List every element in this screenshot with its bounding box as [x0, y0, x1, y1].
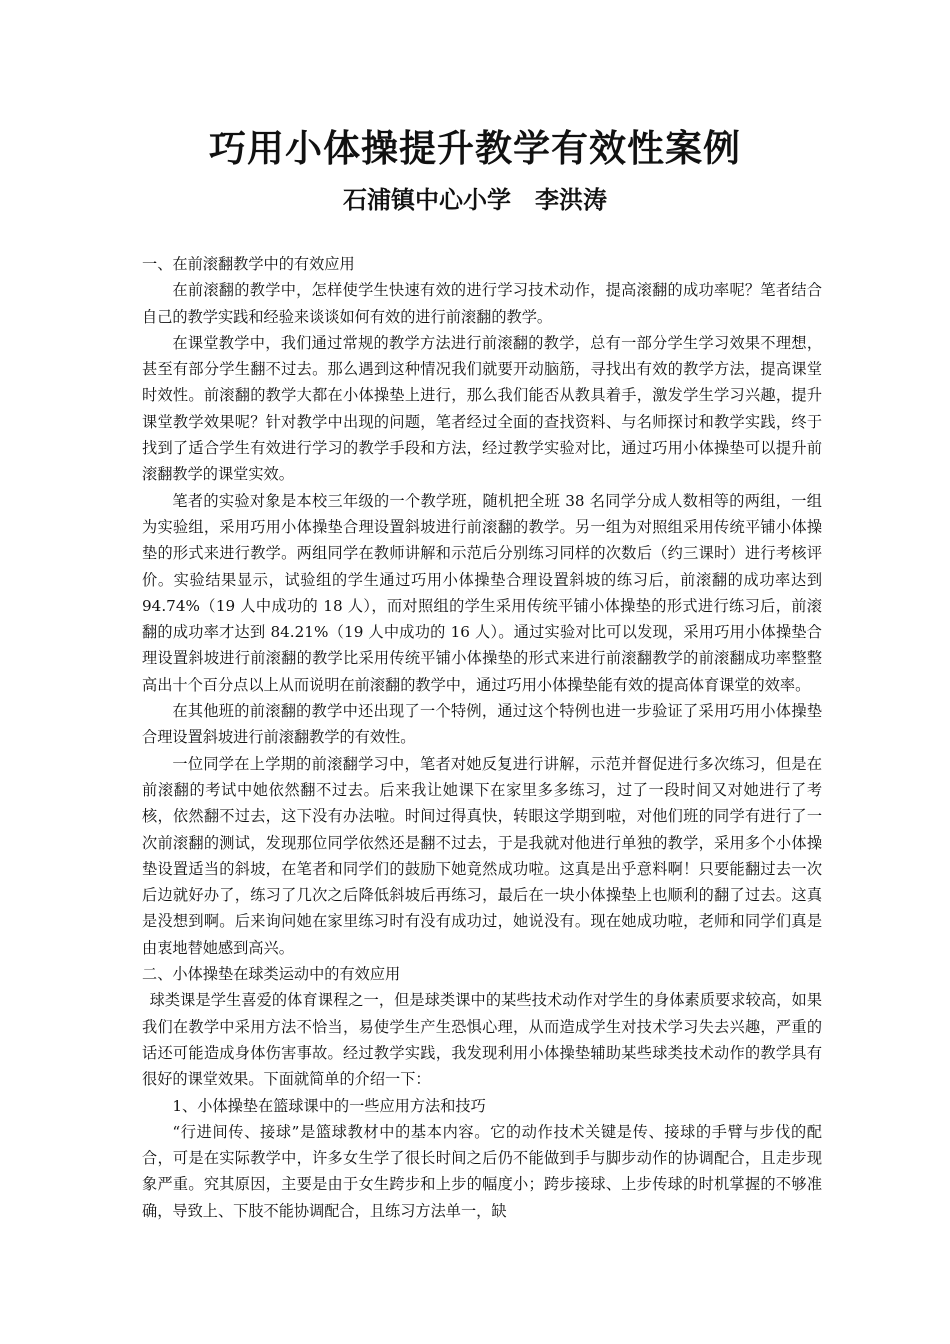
paragraph-1: 在前滚翻的教学中，怎样使学生快速有效的进行学习技术动作，提高滚翻的成功率呢？笔者结合自己的教学实践和经验来谈谈如何有效的进行前滚翻的教学。 [142, 281, 822, 326]
paragraph-7: “行进间传、接球”是篮球教材中的基本内容。它的动作技术关键是传、接球的手臂与步伐的配合，可是在实际教学中，许多女生学了很长时间之后仍不能做到手与脚步动作的协调配合，且走步现象严重。究其原因，主要是由于女生跨步和上步的幅度小；跨步接球、上步传球的时机掌握的不够准确，导致上、下肢不能协调配合，且练习方法单一，缺 [142, 1122, 822, 1220]
section-heading-2: 二、小体操垫在球类运动中的有效应用 [142, 965, 401, 984]
document-body [142, 251, 822, 1224]
paragraph-6: 球类课是学生喜爱的体育课程之一，但是球类课中的某些技术动作对学生的身体素质要求较高，如果我们在教学中采用方法不恰当，易使学生产生恐惧心理，从而造成学生对技术学习失去兴趣，严重的话还可能造成身体伤害事故。经过教学实践，我发现利用小体操垫辅助某些球类技术动作的教学具有很好的课堂效果。下面就简单的介绍一下： [142, 991, 822, 1089]
paragraph-4: 在其他班的前滚翻的教学中还出现了一个特例，通过这个特例也进一步验证了采用巧用小体操垫合理设置斜坡进行前滚翻教学的有效性。 [142, 702, 822, 747]
author-line: 石浦镇中心小学 李洪涛 [343, 185, 607, 214]
paragraph-3: 笔者的实验对象是本校三年级的一个教学班，随机把全班 38 名同学分成人数相等的两组，一组为实验组，采用巧用小体操垫合理设置斜坡进行前滚翻的教学。另一组为对照组采用传统平铺小体操垫的形式来进行教学。两组同学在教师讲解和示范后分别练习同样的次数后（约三课时）进行考核评价。实验结果显示，试验组的学生通过巧用小体操垫合理设置斜坡的练习后，前滚翻的成功率达到 94.74%（19 人中成功的 18 人），而对照组的学生采用传统平铺小体操垫的形式进行练习后，前滚翻的成功率才达到 84.21%（19 人中成功的 16 人）。通过实验对比可以发现，采用巧用小体操垫合理设置斜坡进行前滚翻的教学比采用传统平铺小体操垫的形式来进行前滚翻教学的前滚翻成功率整整高出十个百分点以上从而说明在前滚翻的教学中，通过巧用小体操垫能有效的提高体育课堂的效率。 [142, 491, 822, 694]
section-heading-1: 一、在前滚翻教学中的有效应用 [142, 255, 355, 273]
document-title: 巧用小体操提升教学有效性案例 [209, 127, 741, 170]
subsection-heading-1: 1、小体操垫在篮球课中的一些应用方法和技巧 [172, 1096, 486, 1115]
paragraph-5: 一位同学在上学期的前滚翻学习中，笔者对她反复进行讲解，示范并督促进行多次练习，但是在前滚翻的考试中她依然翻不过去。后来我让她课下在家里多多练习，过了一段时间又对她进行了考核，依然翻不过去，这下没有办法啦。时间过得真快，转眼这学期到啦，对他们班的同学有进行了一次前滚翻的测试，发现那位同学依然还是翻不过去，于是我就对他进行单独的教学，采用多个小体操垫设置适当的斜坡，在笔者和同学们的鼓励下她竟然成功啦。这真是出乎意料啊！只要能翻过去一次后边就好办了，练习了几次之后降低斜坡后再练习，最后在一块小体操垫上也顺利的翻了过去。这真是没想到啊。后来询问她在家里练习时有没有成功过，她说没有。现在她成功啦，老师和同学们真是由衷地替她感到高兴。 [142, 754, 822, 957]
paragraph-2: 在课堂教学中，我们通过常规的教学方法进行前滚翻的教学，总有一部分学生学习效果不理想，甚至有部分学生翻不过去。那么遇到这种情况我们就要开动脑筋，寻找出有效的教学方法，提高课堂时效性。前滚翻的教学大都在小体操垫上进行，那么我们能否从教具着手，激发学生学习兴趣，提升课堂教学效果呢？针对教学中出现的问题，笔者经过全面的查找资料、与名师探讨和教学实践，终于找到了适合学生有效进行学习的教学手段和方法，经过教学实验对比，通过巧用小体操垫可以提升前滚翻教学的课堂实效。 [142, 333, 822, 484]
